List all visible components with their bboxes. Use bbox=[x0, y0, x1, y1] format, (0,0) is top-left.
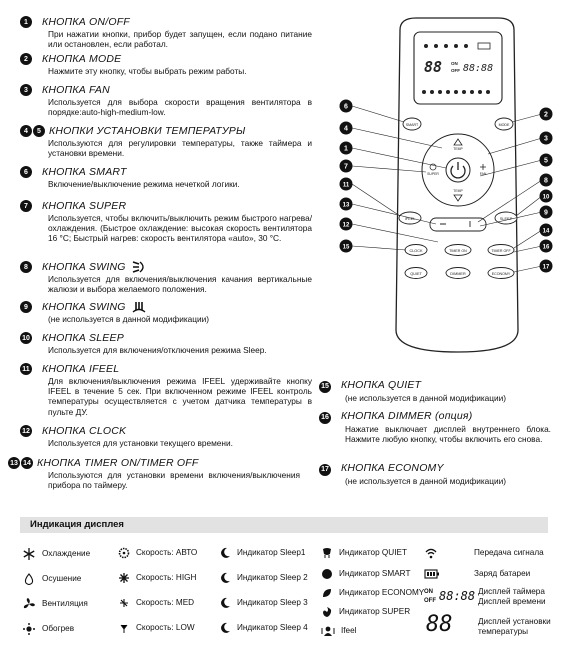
svg-text:ON: ON bbox=[424, 589, 433, 595]
item-desc: Включение/выключение режима нечеткой логики. bbox=[48, 179, 240, 189]
legend-label: Индикатор Sleep1 bbox=[237, 548, 306, 558]
ifeel-label: IFEEL bbox=[404, 217, 416, 221]
number-badge: 8 bbox=[20, 261, 32, 273]
svg-text:7: 7 bbox=[344, 163, 348, 171]
legend-smart bbox=[321, 568, 410, 580]
number-badge: 2 bbox=[20, 53, 32, 65]
lcd-bottom-icons-icon bbox=[422, 90, 490, 94]
time-display-label: Дисплей времени bbox=[478, 596, 546, 606]
legend-header-bar bbox=[20, 517, 548, 533]
temp-display-segment bbox=[424, 610, 476, 636]
legend-speed-auto bbox=[118, 547, 197, 559]
legend-speed-med bbox=[118, 597, 194, 609]
ifeel-icon bbox=[321, 625, 335, 637]
legend-signal bbox=[424, 547, 544, 559]
number-badge: 1 bbox=[20, 16, 32, 28]
legend-label: Скорость: HIGH bbox=[136, 573, 197, 583]
item-title: КНОПКА ON/OFF bbox=[42, 16, 130, 28]
legend-quiet bbox=[321, 547, 407, 559]
item-title: КНОПКА ECONOMY bbox=[341, 462, 444, 474]
fan-speed-high-icon bbox=[118, 572, 130, 584]
number-badge: 7 bbox=[20, 200, 32, 212]
legend-ifeel bbox=[321, 625, 356, 637]
svg-text:6: 6 bbox=[344, 103, 348, 111]
item-on-off bbox=[20, 15, 312, 49]
item-mode bbox=[20, 52, 312, 76]
legend-temp-display bbox=[478, 617, 551, 636]
legend-speed-high bbox=[118, 572, 196, 584]
lcd-on-label: ON bbox=[451, 61, 458, 66]
remote-swing-buttons bbox=[430, 218, 486, 231]
item-desc: Используется для включения/выключения качания вертикальные жалюзи и выбора желаемого положения. bbox=[48, 274, 312, 295]
legend-label: Скорость: АВТО bbox=[136, 548, 198, 558]
callout-7 bbox=[340, 160, 353, 173]
number-badge: 9 bbox=[20, 301, 32, 313]
number-badge: 13 bbox=[8, 457, 20, 469]
legend-label: Осушение bbox=[42, 574, 82, 584]
legend-speed-low bbox=[118, 622, 195, 634]
legend-heating bbox=[22, 622, 74, 636]
legend-super bbox=[321, 606, 410, 618]
quiet-icon bbox=[321, 547, 333, 559]
item-desc: (не используется в данной модификации) bbox=[48, 314, 210, 324]
legend-label: Индикатор QUIET bbox=[339, 548, 407, 558]
fan-speed-auto-icon bbox=[118, 547, 130, 559]
legend-label bbox=[478, 617, 551, 636]
remote-control-illustration bbox=[330, 8, 562, 360]
svg-text:14: 14 bbox=[542, 228, 550, 235]
callout-4 bbox=[340, 122, 353, 135]
svg-text:88:88: 88:88 bbox=[439, 589, 476, 603]
swing-horizontal-icon bbox=[131, 301, 147, 313]
quiet-label: QUIET bbox=[410, 272, 422, 276]
item-smart bbox=[20, 165, 312, 189]
legend-label: Индикатор Sleep 3 bbox=[237, 598, 308, 608]
fan-speed-low-icon bbox=[118, 622, 130, 634]
moon-icon bbox=[219, 622, 231, 634]
leaf-icon bbox=[321, 587, 333, 599]
item-title: КНОПКА SWING bbox=[42, 261, 126, 273]
dimmer-label: DIMMER bbox=[450, 272, 466, 276]
callout-3 bbox=[540, 132, 553, 145]
sun-icon bbox=[22, 622, 36, 636]
item-desc: Для включения/выключения режима IFEEL удерживайте кнопку IFEEL в течение 5 сек. При включенном режиме IFEEL контроль температуры осуществляется с учетом датчика температуры в пульте ДУ. bbox=[48, 376, 312, 417]
callout-1 bbox=[340, 142, 353, 155]
legend-dry bbox=[22, 572, 81, 586]
number-badge: 11 bbox=[20, 363, 32, 375]
smart-label: SMART bbox=[405, 123, 419, 127]
svg-text:12: 12 bbox=[342, 222, 350, 229]
item-swing-horizontal bbox=[20, 300, 312, 324]
number-badge: 16 bbox=[319, 412, 331, 424]
legend-label: Скорость: MED bbox=[136, 598, 195, 608]
legend-cooling bbox=[22, 547, 90, 561]
callout-8 bbox=[540, 174, 553, 187]
legend-label: Индикатор Sleep 2 bbox=[237, 573, 308, 583]
callout-15 bbox=[340, 240, 353, 253]
callout-14 bbox=[540, 224, 553, 237]
temp-down-label: TEMP bbox=[453, 189, 463, 193]
legend-battery bbox=[424, 569, 530, 579]
item-desc: Используется, чтобы включить/выключить режим быстрого нагрева/охлаждения. (Быстрое охлаждение: высокая скорость вентилятора 16 °C; Быстрый нагрев: скорость вентилятора «auto», 30 °C. bbox=[48, 213, 312, 244]
legend-label bbox=[478, 587, 546, 606]
svg-text:17: 17 bbox=[542, 264, 550, 271]
item-desc: (не используется в данной модификации) bbox=[345, 476, 507, 486]
timer-display-segment bbox=[424, 585, 476, 605]
item-timer bbox=[8, 456, 300, 490]
legend-label: Охлаждение bbox=[42, 549, 91, 559]
timer-display-label: Дисплей таймера bbox=[478, 587, 545, 596]
item-title: КНОПКИ УСТАНОВКИ ТЕМПЕРАТУРЫ bbox=[49, 125, 246, 137]
legend-label: Скорость: LOW bbox=[136, 623, 195, 633]
legend-label: Индикатор Sleep 4 bbox=[237, 623, 308, 633]
item-title: КНОПКА QUIET bbox=[341, 379, 422, 391]
fan-speed-med-icon bbox=[118, 597, 130, 609]
item-title: КНОПКА SMART bbox=[42, 166, 127, 178]
item-title: КНОПКА CLOCK bbox=[42, 425, 127, 437]
item-sleep bbox=[20, 331, 312, 355]
callout-5 bbox=[540, 154, 553, 167]
lcd-temp: 88 bbox=[424, 58, 443, 76]
legend-label: Заряд батареи bbox=[474, 569, 531, 579]
legend-sleep-3 bbox=[219, 597, 308, 609]
svg-text:4: 4 bbox=[344, 125, 348, 133]
item-title: КНОПКА SUPER bbox=[42, 200, 127, 212]
item-title: КНОПКА MODE bbox=[42, 53, 122, 65]
economy-label: ECONOMY bbox=[491, 272, 511, 276]
number-badge: 3 bbox=[20, 84, 32, 96]
item-desc: Используется для установки текущего времени. bbox=[48, 438, 233, 448]
timer-off-label: TIMER OFF bbox=[491, 249, 511, 253]
item-title: КНОПКА SWING bbox=[42, 301, 126, 313]
droplet-icon bbox=[22, 572, 36, 586]
legend-label: Индикатор ECONOMY bbox=[339, 588, 425, 598]
legend-sleep-4 bbox=[219, 622, 308, 634]
number-badge: 15 bbox=[319, 381, 331, 393]
svg-text:16: 16 bbox=[542, 244, 550, 251]
svg-text:15: 15 bbox=[342, 244, 350, 251]
item-desc: Используются для установки времени включения/выключения прибора по таймеру. bbox=[48, 470, 300, 491]
item-fan bbox=[20, 83, 312, 117]
moon-icon bbox=[219, 572, 231, 584]
moon-icon bbox=[219, 547, 231, 559]
timer-on-label: TIMER ON bbox=[449, 249, 467, 253]
item-economy bbox=[319, 458, 551, 486]
svg-text:88: 88 bbox=[426, 612, 453, 636]
item-temp-buttons bbox=[20, 124, 312, 158]
number-badge: 6 bbox=[20, 166, 32, 178]
fan-label: FAN bbox=[479, 172, 487, 176]
svg-text:11: 11 bbox=[342, 182, 350, 189]
svg-text:1: 1 bbox=[344, 145, 348, 153]
clock-label: CLOCK bbox=[409, 249, 423, 253]
mode-label: MODE bbox=[498, 123, 510, 127]
signal-icon bbox=[424, 547, 438, 559]
item-clock bbox=[20, 424, 312, 448]
number-badge: 14 bbox=[21, 457, 33, 469]
item-desc: Используется для включения/отключения режима Sleep. bbox=[48, 345, 267, 355]
legend-economy bbox=[321, 587, 424, 599]
number-badge: 17 bbox=[319, 464, 331, 476]
item-quiet bbox=[319, 375, 551, 403]
item-title: КНОПКА FAN bbox=[42, 84, 110, 96]
legend-label: Передача сигнала bbox=[474, 548, 544, 558]
callout-16 bbox=[540, 240, 553, 253]
svg-text:3: 3 bbox=[544, 135, 548, 143]
number-badge: 12 bbox=[20, 425, 32, 437]
item-title: КНОПКА SLEEP bbox=[42, 332, 124, 344]
super-icon bbox=[321, 606, 333, 618]
svg-text:8: 8 bbox=[544, 177, 548, 185]
item-title: КНОПКА TIMER ON/TIMER OFF bbox=[37, 457, 199, 469]
callout-17 bbox=[540, 260, 553, 273]
legend-timer-display bbox=[478, 587, 546, 606]
item-desc: (не используется в данной модификации) bbox=[345, 393, 507, 403]
svg-text:2: 2 bbox=[544, 111, 548, 119]
legend-label: Обогрев bbox=[42, 624, 75, 634]
lcd-off-label: OFF bbox=[451, 68, 460, 73]
item-desc: При нажатии кнопки, прибор будет запущен, если подано питание или остановлен, если работал. bbox=[48, 29, 312, 50]
callout-2 bbox=[540, 108, 553, 121]
legend-label: Вентиляция bbox=[42, 599, 88, 609]
svg-text:13: 13 bbox=[342, 202, 350, 209]
legend-label: Индикатор SUPER bbox=[339, 607, 411, 617]
item-dimmer bbox=[319, 406, 551, 444]
temp-display-label-1: Дисплей установки bbox=[478, 617, 551, 626]
callout-6 bbox=[340, 100, 353, 113]
legend-sleep-2 bbox=[219, 572, 308, 584]
item-desc: Используется для выбора скорости вращения вентилятора в порядке:auto-high-medium-low. bbox=[48, 97, 312, 118]
super-label: SUPER bbox=[427, 172, 439, 176]
item-swing-vertical bbox=[20, 260, 312, 294]
legend-sleep-1 bbox=[219, 547, 305, 559]
legend-label: Ifeel bbox=[341, 626, 357, 636]
item-desc: Используются для регулировки температуры, также таймера и установки времени. bbox=[48, 138, 312, 159]
sleep-label: SLEEP bbox=[499, 217, 513, 221]
svg-text:10: 10 bbox=[542, 194, 550, 201]
callout-12 bbox=[340, 218, 353, 231]
lcd-time: 88:88 bbox=[463, 63, 494, 74]
swing-vertical-icon bbox=[131, 261, 147, 273]
callout-9 bbox=[540, 206, 553, 219]
temp-display-label-2: температуры bbox=[478, 626, 529, 636]
item-title: КНОПКА DIMMER (опция) bbox=[341, 410, 473, 422]
legend-title: Индикация дисплея bbox=[30, 519, 124, 530]
snowflake-icon bbox=[22, 547, 36, 561]
svg-text:5: 5 bbox=[544, 157, 548, 165]
item-ifeel bbox=[20, 362, 312, 417]
svg-text:OFF: OFF bbox=[424, 598, 436, 604]
moon-icon bbox=[219, 597, 231, 609]
fan-icon bbox=[22, 597, 36, 611]
item-super bbox=[20, 199, 312, 244]
legend-label: Индикатор SMART bbox=[339, 569, 411, 579]
number-badge: 10 bbox=[20, 332, 32, 344]
callout-13 bbox=[340, 198, 353, 211]
callout-10 bbox=[540, 190, 553, 203]
item-desc: Нажмите эту кнопку, чтобы выбрать режим работы. bbox=[48, 66, 247, 76]
number-badge: 4 bbox=[20, 125, 32, 137]
callout-11 bbox=[340, 178, 353, 191]
legend-fan-mode bbox=[22, 597, 88, 611]
item-title: КНОПКА IFEEL bbox=[42, 363, 120, 375]
battery-icon bbox=[424, 569, 440, 579]
number-badge: 5 bbox=[33, 125, 45, 137]
svg-text:9: 9 bbox=[544, 209, 548, 217]
smart-icon bbox=[321, 568, 333, 580]
temp-up-label: TEMP bbox=[453, 147, 463, 151]
item-desc: Нажатие выключает дисплей внутреннего блока. Нажмите любую кнопку, чтобы включить его снова. bbox=[345, 424, 551, 445]
